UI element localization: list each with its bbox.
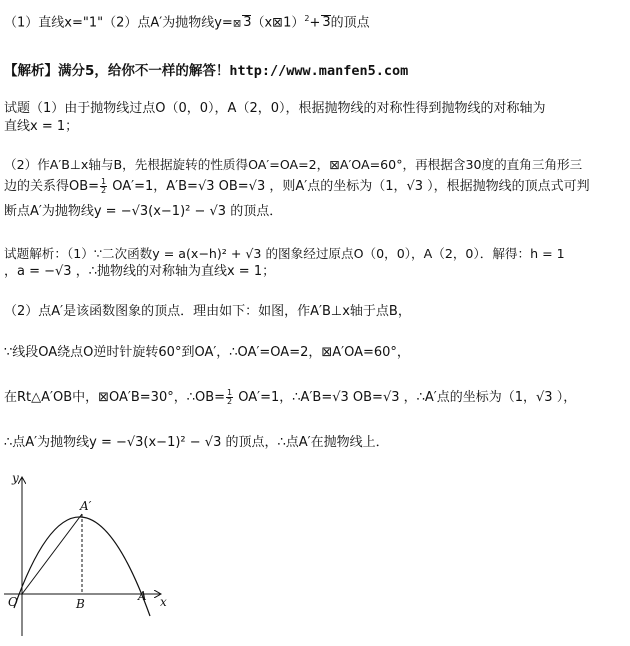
fraction-num-2: 1 <box>227 388 233 397</box>
fraction-den: 2 <box>101 186 107 195</box>
label-o: O <box>8 595 18 609</box>
solution-ob-rest: OA′=1，∴A′B=√3 OB=√3 ，∴A′点的坐标为（1，√3 ）， <box>234 390 577 405</box>
solution-line-1: 试题解析：（1）∵二次函数y = a(x−h)² + √3 的图象经过原点O（0，0），A（2，0）．解得：h = 1 <box>4 246 565 261</box>
analysis-line-5: 断点A′为抛物线y = −√3(x−1)² − √3 的顶点． <box>4 204 283 219</box>
analysis-ob-label: 边的关系得OB= <box>4 179 100 194</box>
segment-oa-prime <box>22 514 82 594</box>
banner-url[interactable]: http://www.manfen5.com <box>229 63 409 79</box>
label-b: B <box>76 597 85 611</box>
solution-ob-label: 在Rt△A′OB中，⊠OA′B=30°，∴OB= <box>4 390 226 405</box>
fraction-den-2: 2 <box>227 397 233 406</box>
parabola-figure <box>0 466 200 642</box>
fraction-half <box>100 178 107 195</box>
label-a-prime: A′ <box>80 499 92 513</box>
solution-line-6: ∴点A′为抛物线y = −√3(x−1)² − √3 的顶点，∴点A′在抛物线上． <box>4 435 389 450</box>
question-paren: （x⊠1） <box>251 15 305 31</box>
analysis-line-2: 直线x = 1； <box>4 119 79 134</box>
question-part2-prefix: （2）点A′为抛物线y= <box>103 15 233 31</box>
question-part1-answer: x="1" <box>64 15 104 31</box>
solution-line-5 <box>4 389 576 407</box>
question-part1-prefix: （1）直线 <box>4 15 65 31</box>
solution-line-2: ，a = −√3 ，∴抛物线的对称轴为直线x = 1； <box>4 264 276 279</box>
sqrt-three: 3 <box>243 15 252 31</box>
solution-line-3: （2）点A′是该函数图象的顶点．理由如下：如图，作A′B⊥x轴于点B， <box>4 304 411 319</box>
analysis-line-3: （2）作A′B⊥x轴与B，先根据旋转的性质得OA′=OA=2，⊠A′OA=60°，再根据含30度的直角三角形三 <box>4 157 583 172</box>
label-x: x <box>160 595 167 609</box>
glyph-box: ⊠ <box>232 18 242 30</box>
label-a: A <box>138 589 147 603</box>
label-y: y <box>12 471 19 485</box>
sqrt-three-2: 3 <box>322 15 331 31</box>
superscript-two: 2 <box>304 14 310 23</box>
solution-line-4: ∵线段OA绕点O逆时针旋转60°到OA′，∴OA′=OA=2，⊠A′OA=60°， <box>4 345 410 360</box>
question-suffix: 的顶点 <box>330 15 370 31</box>
question-line <box>4 10 370 33</box>
plus-sign: + <box>309 15 321 31</box>
analysis-line-1: 试题（1）由于抛物线过点O（0，0），A（2，0），根据抛物线的对称性得到抛物线的对称轴为 <box>4 101 546 116</box>
analysis-ob-rest: OA′=1，A′B=√3 OB=√3 ，则A′点的坐标为（1，√3 ），根据抛物线的顶点式可判 <box>108 179 590 194</box>
fraction-half-2 <box>226 389 233 406</box>
analysis-line-4 <box>4 178 590 196</box>
analysis-banner <box>4 62 408 80</box>
fraction-num: 1 <box>101 177 107 186</box>
banner-label: 【解析】满分5，给你不一样的解答！ <box>4 63 230 79</box>
